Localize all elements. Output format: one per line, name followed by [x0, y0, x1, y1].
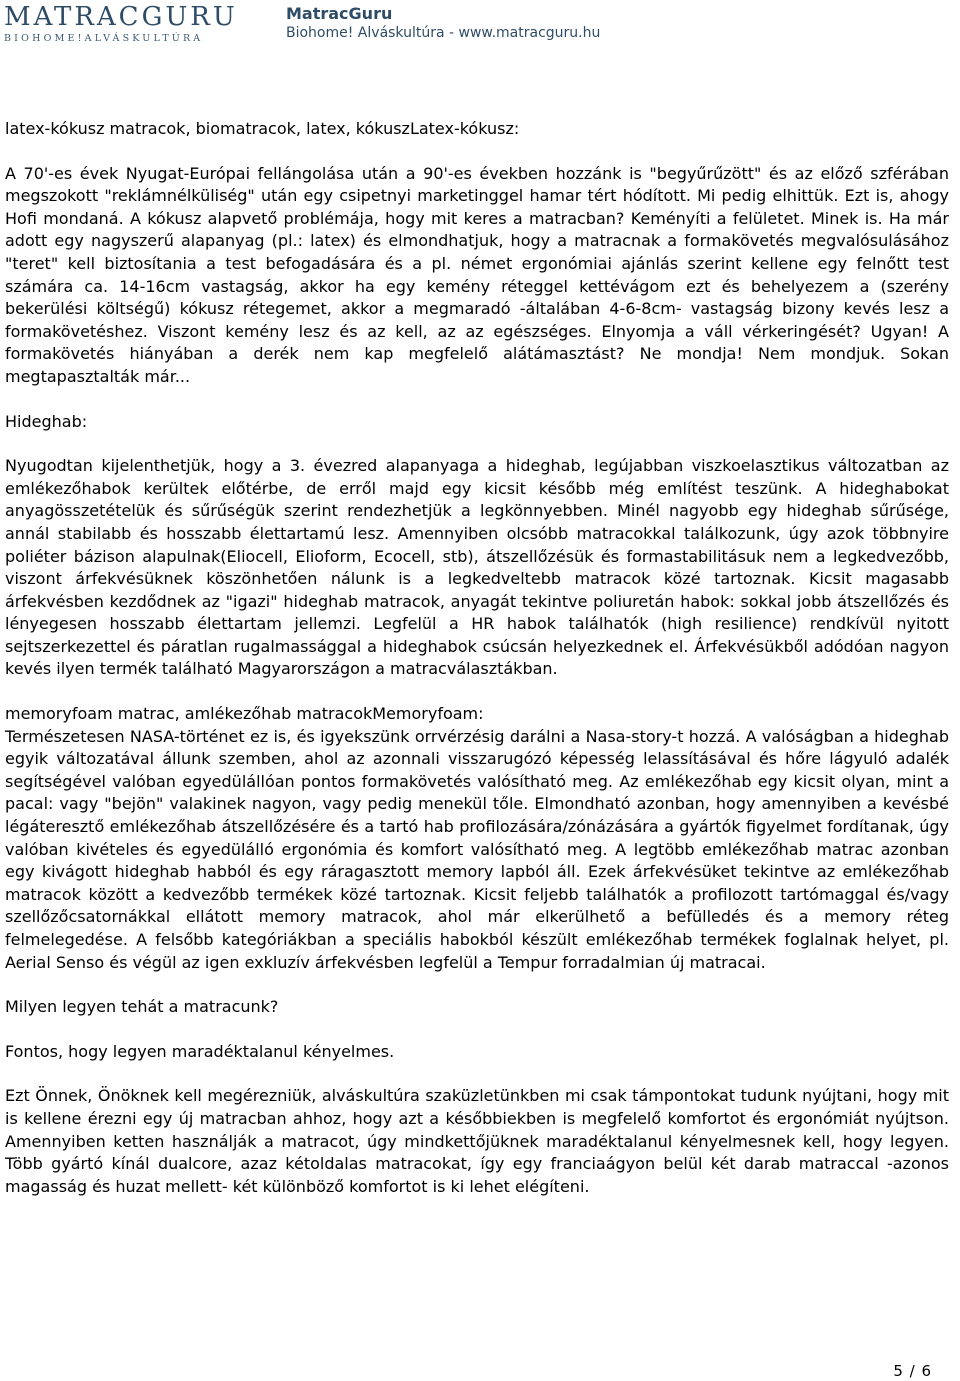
logo-wordmark: MATRACGURU: [4, 2, 238, 32]
paragraph-advice: Ezt Önnek, Önöknek kell megérezniük, alváskultúra szaküzletünkben mi csak támpontokat tudunk nyújtani, hogy mit is kellene érezni egy új matracban ahhoz, hogy azt a későbbiekben is megfelelő komfortot és ergonómiát nyújtson. Amennyiben ketten használják a matracot, úgy mindkettőjüknek maradéktalanul kényelmesnek kell, hogy legyen. Több gyártó kínál dualcore, azaz kétoldalas matracokat, így egy franciaágyon belül két darab matraccal -azonos magasság és huzat mellett- két különböző komfortot is ki lehet elégíteni.: [5, 1086, 949, 1196]
paragraph-latex: A 70'-es évek Nyugat-Európai fellángolása után a 90'-es években hozzánk is "begyűrűzött" és az előző szférában megszokott "reklámnélküliség" után egy csipetnyi marketinggel hamar tért hódított. Mi pedig elhittük. Ezt is, ahogy Hofi mondaná. A kókusz alapvető problémája, hogy mit keres a matracban? Keményíti a felületet. Minek is. Ha már adott egy nagyszerű alapanyag (pl.: latex) és elmondhatjuk, hogy a matracnak a formakövetés megvalósulásához "teret" kell biztosítania a test befogadására és a pl. német ergonómiai ajánlás szerint kellene egy felnőtt test számára ca. 14-16cm vastagság, akkor ha egy kemény réteggel kettévágom ezt és behelyezem a (szerény bekerülési költségű) kókusz rétegemet, akkor a megmaradó -általában 4-6-8cm- vastagság bizony kevés lesz a formakövetéshez. Viszont kemény lesz és az kell, az az egészséges. Elnyomja a váll vérkeringését? Ugyan! A formakövetés hiányában a derék nem kap megfelelő alátámasztást? Ne mondja! Nem mondjuk. Sokan megtapasztalták már...: [5, 163, 949, 386]
site-info: [286, 4, 600, 43]
paragraph-memoryfoam: Természetesen NASA-történet ez is, és igyekszünk orrvérzésig darálni a Nasa-story-t hozzá. A valóságban a hideghab egyik változatával állunk szemben, ahol az azonnali visszarugózó képesség lelassításával és hőre lágyuló adalék segítségével valóban egyedülállóan pontos formakövetés valósítható meg. Az emlékezőhab egy kicsit olyan, mint a pacal: vagy "bejön" valakinek nagyon, vagy pedig menekül tőle. Elmondható azonban, hogy amennyiben a kevésbé légáteresztő emlékezőhab átszellőzésére és a tartó hab profilozására/zónázására a gyártók figyelmet fordítanak, úgy valóban kivételes és egyedülálló ergonómia és komfort valósítható meg. A legtöbb emlékezőhab matrac azonban egy kivágott hideghab habból és egy ráragasztott memory lapból áll. Ezek árfekvésüket tekintve az emlékezőhab matracok között a kedvezőbb termékek közé tartoznak. Kicsit feljebb találhatók a profilozott tartómaggal és/vagy szellőzőcsatornákkal ellátott memory matracok, ahol már elkerülhető a befülledés és a memory réteg felmelegedése. A felsőbb kategóriákban a speciális habokból készült emlékezőhab termékek foglalnak helyet, pl. Aerial Senso és végül az igen exkluzív árfekvésben legfelül a Tempur forradalmian új matracai.: [5, 726, 949, 972]
document-body: [5, 118, 949, 1198]
paragraph-hideghab: Nyugodtan kijelenthetjük, hogy a 3. évezred alapanyaga a hideghab, legújabban viszkoelasztikus változatban az emlékezőhabok kerültek előtérbe, de erről majd egy kicsit később még említést teszünk. A hideghabokat anyagösszetételük és sűrűségük szerint rendezhetjük a legkönnyebben. Minél nagyobb egy hideghab sűrűsége, annál stabilabb és hosszabb élettartamú lesz. Amennyiben olcsóbb matracokkal találkozunk, úgy azok többnyire poliéter bázison alapulnak(Eliocell, Elioform, Ecocell, stb), átszellőzésük és formastabilitásuk nem a legkedvezőbb, viszont árfekvésüknek köszönhetően nálunk is a legkedveltebb matracok közé tartoznak. Kicsit magasabb árfekvésben kezdődnek az "igazi" hideghab matracok, anyagát tekintve poliuretán habok: sokkal jobb átszellőzés és lényegesen hosszabb élettartam jellemzi. Legfelül a HR habok találhatók (high resilience) rendkívül nyitott sejtszerkezettel és páratlan rugalmassággal a hideghabok csúcsán helyezkednek el. Árfekvésükből adódóan nagyon kevés ilyen termék található Magyarországon a matracválasztákban.: [5, 456, 949, 679]
site-subtitle: Biohome! Alváskultúra - www.matracguru.hu: [286, 25, 601, 41]
paragraph-comfort: Fontos, hogy legyen maradéktalanul kényelmes.: [5, 1041, 395, 1061]
section-heading-hideghab: Hideghab:: [5, 411, 88, 431]
page-header: [0, 0, 960, 48]
question-heading: Milyen legyen tehát a matracunk?: [5, 997, 279, 1017]
section-heading-latex: latex-kókusz matracok, biomatracok, latex, kókuszLatex-kókusz:: [5, 119, 520, 138]
matracguru-logo: [4, 4, 272, 44]
logo-tagline: BIOHOME!ALVÁSKULTÚRA: [4, 33, 204, 44]
section-heading-memoryfoam: memoryfoam matrac, amlékezőhab matracokMemoryfoam:: [5, 704, 484, 724]
page-number: 5 / 6: [893, 1362, 932, 1380]
site-name: MatracGuru: [286, 4, 393, 23]
